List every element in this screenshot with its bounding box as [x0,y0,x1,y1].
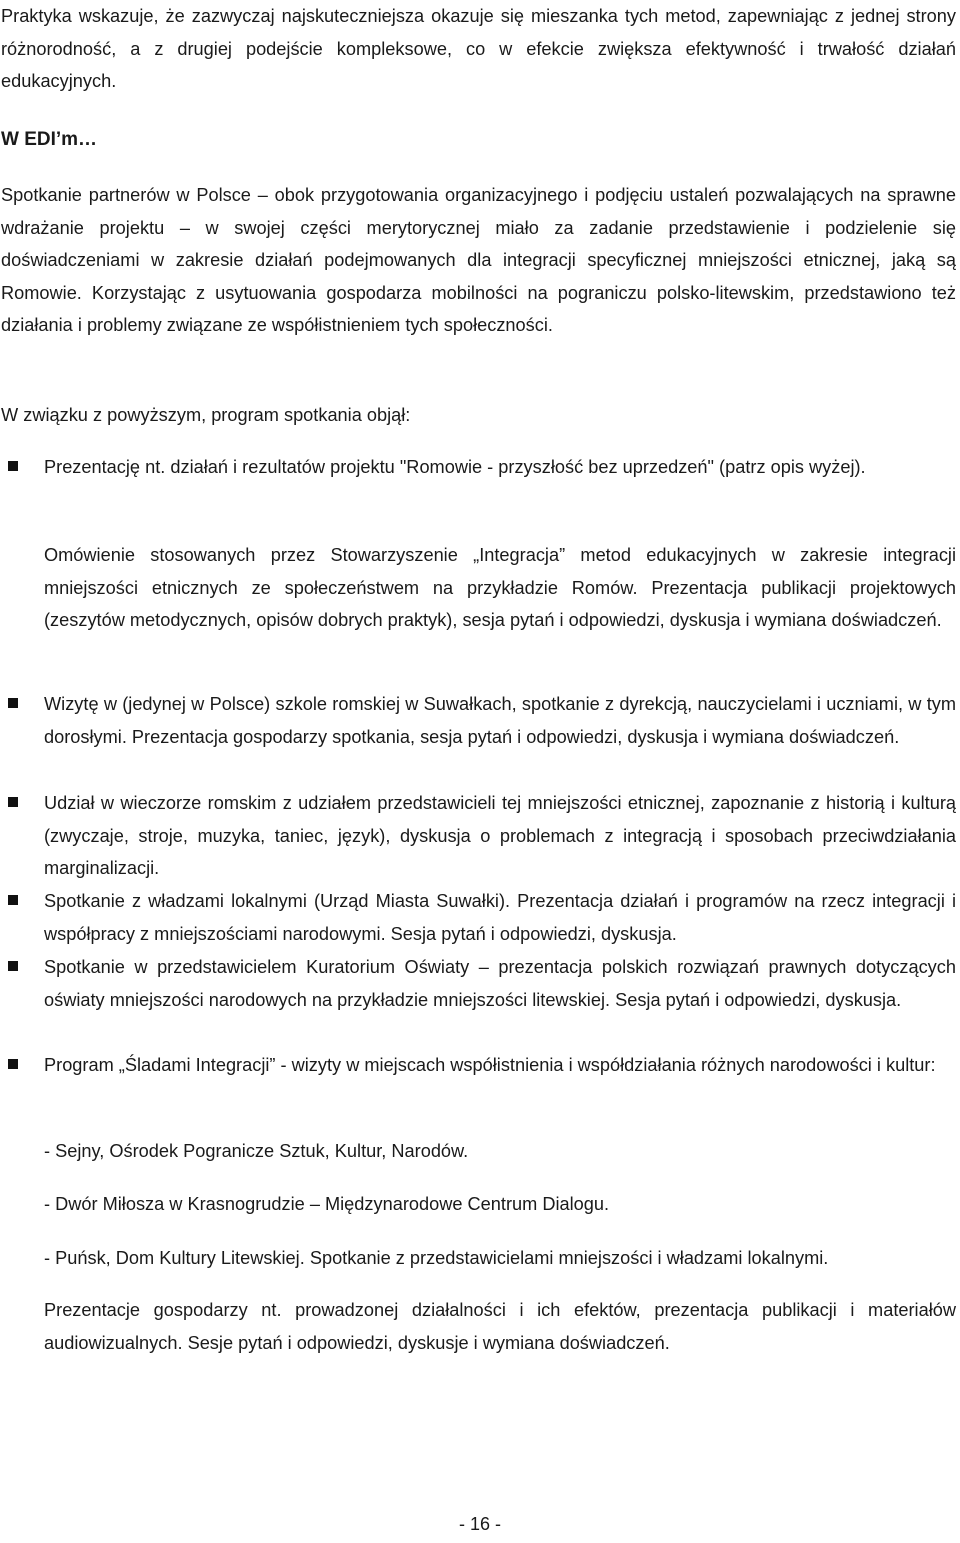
list-item-text: Spotkanie w przedstawicielem Kuratorium Oświaty – prezentacja polskich rozwiązań prawnych dotyczących oświaty mniejszości narodowych na przykładzie mniejszości litewskiej. Sesja pytań i odpowiedzi, dyskusja. [44,957,956,1010]
list-item-subparagraph: Omówienie stosowanych przez Stowarzyszenie „Integracja” metod edukacyjnych w zakresie integracji mniejszości etnicznych ze społeczeństwem na przykładzie Romów. Prezentacja publikacji projektowych (zeszytów metodycznych, opisów dobrych praktyk), sesja pytań i odpowiedzi, dyskusja i wymiana doświadczeń. [44,545,956,631]
square-bullet-icon [8,461,18,471]
program-intro-paragraph: W związku z powyższym, program spotkania objął: [1,405,411,425]
list-item-text: Spotkanie z władzami lokalnymi (Urząd Miasta Suwałki). Prezentacja działań i programów na rzecz integracji i współpracy z mniejszościami narodowymi. Sesja pytań i odpowiedzi, dyskusja. [44,891,956,944]
place-item-krasnogruda: - Dwór Miłosza w Krasnogrudzie – Międzynarodowe Centrum Dialogu. [44,1194,610,1214]
square-bullet-icon [8,1059,18,1069]
square-bullet-icon [8,797,18,807]
intro-paragraph: Praktyka wskazuje, że zazwyczaj najskuteczniejsza okazuje się mieszanka tych metod, zapewniając z jednej strony różnorodność, a z drugiej podejście kompleksowe, co w efekcie zwiększa efektywność i trwałość działań edukacyjnych. [1,6,956,92]
partners-meeting-paragraph: Spotkanie partnerów w Polsce – obok przygotowania organizacyjnego i podjęciu ustaleń pozwalających na sprawne wdrażanie projektu – w swojej części merytorycznej miało za zadanie przedstawienie i podzielenie się doświadczeniami w zakresie działań podejmowanych dla integracji specyficznej mniejszości etnicznej, jaką są Romowie. Korzystając z usytuowania gospodarza mobilności na pograniczu polsko-litewskim, przedstawiono też działania i problemy związane ze współistnieniem tych społeczności. [1,185,956,336]
place-item-sejny: - Sejny, Ośrodek Pogranicze Sztuk, Kultur, Narodów. [44,1141,469,1161]
page-number: - 16 - [458,1514,501,1534]
closing-paragraph: Prezentacje gospodarzy nt. prowadzonej działalności i ich efektów, prezentacja publikacji i materiałów audiowizualnych. Sesje pytań i odpowiedzi, dyskusje i wymiana doświadczeń. [44,1300,956,1353]
section-heading: W EDI’m… [1,129,98,150]
square-bullet-icon [8,895,18,905]
square-bullet-icon [8,698,18,708]
place-item-punsk: - Puńsk, Dom Kultury Litewskiej. Spotkanie z przedstawicielami mniejszości i władzami lokalnymi. [44,1248,829,1268]
square-bullet-icon [8,961,18,971]
list-item-text: Program „Śladami Integracji” - wizyty w miejscach współistnienia i współdziałania różnych narodowości i kultur: [44,1055,936,1075]
list-item-text: Prezentację nt. działań i rezultatów projektu "Romowie - przyszłość bez uprzedzeń" (patrz opis wyżej). [44,457,866,477]
list-item-text: Wizytę w (jedynej w Polsce) szkole romskiej w Suwałkach, spotkanie z dyrekcją, nauczycielami i uczniami, w tym dorosłymi. Prezentacja gospodarzy spotkania, sesja pytań i odpowiedzi, dyskusja i wymiana doświadczeń. [44,694,956,747]
list-item-text: Udział w wieczorze romskim z udziałem przedstawicieli tej mniejszości etnicznej, zapoznanie z historią i kulturą (zwyczaje, stroje, muzyka, taniec, język), dyskusja o problemach z integracją i sposobach przeciwdziałania marginalizacji. [44,793,956,879]
